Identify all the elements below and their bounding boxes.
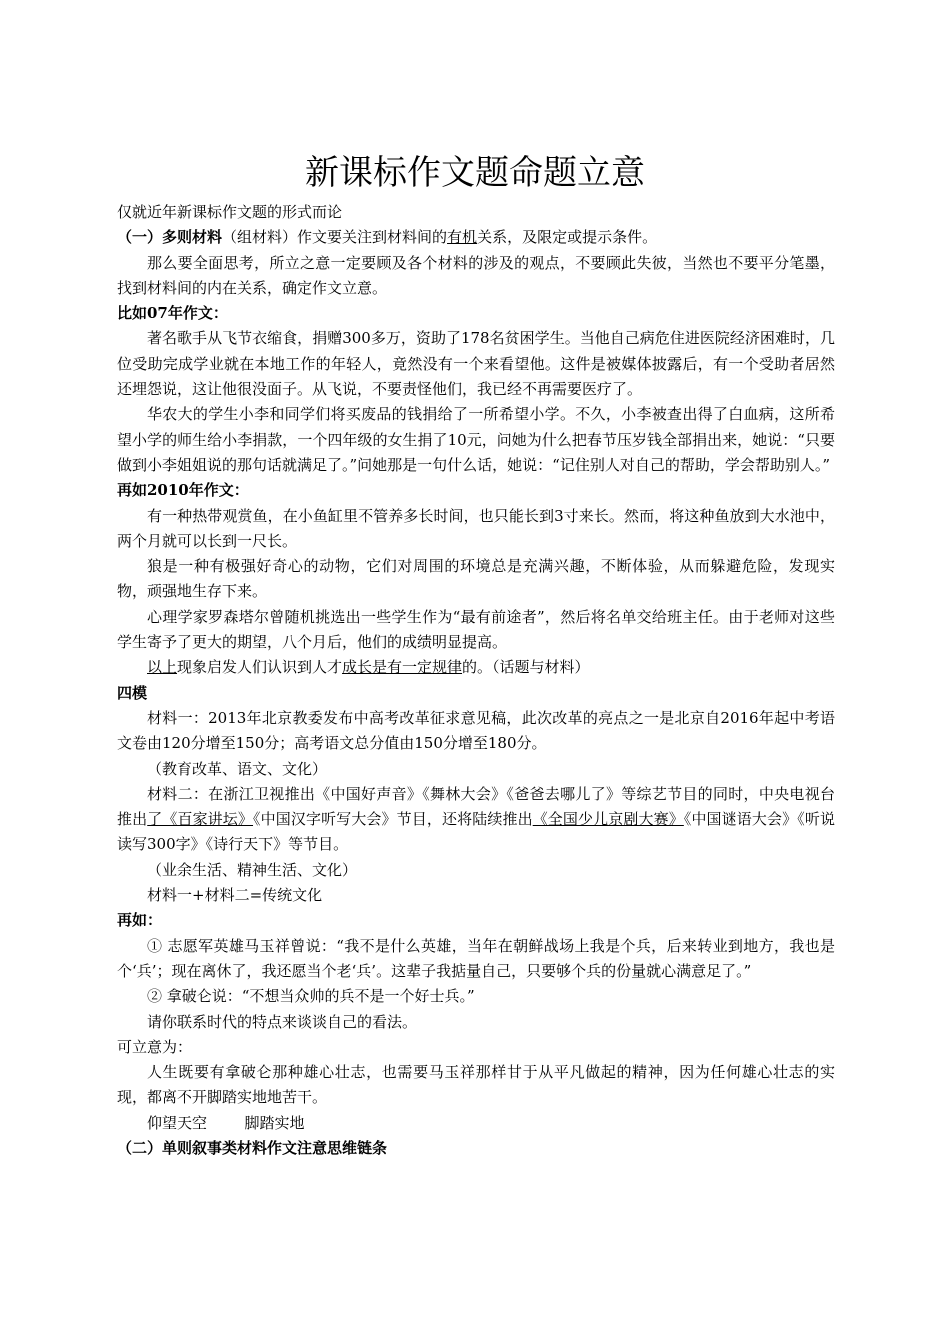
simo-summary: 材料一+材料二=传统文化 xyxy=(147,886,323,905)
conclusion-underlined-1: 以上 xyxy=(147,658,178,677)
section-1-label: （一）多则材料 xyxy=(117,228,223,247)
section-1-paren: （组材料） xyxy=(222,228,298,247)
simo-material-2-tags: （业余生活、精神生活、文化） xyxy=(147,860,358,879)
conclusion-underlined-2: 成长是有一定规律 xyxy=(342,658,463,677)
example-2010-material-3: 心理学家罗森塔尔曾随机挑选出一些学生作为“最有前途者”，然后将名单交给班主任。由于老师对这些学生寄予了更大的期望，八个月后，他们的成绩明显提高。 xyxy=(117,607,835,652)
document-body xyxy=(117,200,835,1161)
simo-heading: 四模 xyxy=(117,683,148,702)
conclusion-text-a: 现象启发人们认识到人才 xyxy=(177,658,343,677)
intro-line: 仅就近年新课标作文题的形式而论 xyxy=(117,203,343,221)
zairu-quote-2: ② 拿破仑说：“不想当众帅的兵不是一个好士兵。” xyxy=(147,987,475,1006)
simo-material-1: 材料一：2013年北京教委发布中高考改革征求意见稿，此次改革的亮点之一是北京自2016年起中考语文卷由120分增至150分；高考语文总分值由150分增至180分。 xyxy=(117,708,835,753)
section-2-heading: （二）单则叙事类材料作文注意思维链条 xyxy=(117,1138,388,1157)
example-2010-conclusion xyxy=(117,655,835,680)
simo-m2-text-c: 《中国谜语大会》《听说读写300字》《诗行天下》等节目。 xyxy=(117,810,835,854)
section-1-text-b: 关系，及限定或提示条件。 xyxy=(477,228,658,247)
section-1-text-a: 作文要关注到材料间的 xyxy=(297,228,448,247)
simo-material-2 xyxy=(117,782,835,858)
zairu-quote-1: ① 志愿军英雄马玉祥曾说：“我不是什么英雄，当年在朝鲜战场上我是个兵，后来转业到地方，我也是个‘兵’；现在离休了，我还愿当个老‘兵’。这辈子我掂量自己，只要够个兵的份量就心满意足了。” xyxy=(117,936,835,980)
section-1-heading xyxy=(117,225,835,250)
simo-m2-underlined-2: 《全国少儿京剧大赛》 xyxy=(532,810,684,829)
example-2010-material-2: 狼是一种有极强好奇心的动物，它们对周围的环境总是充满兴趣，不断体验，从而躲避危险，发现实物，顽强地生存下来。 xyxy=(117,557,835,601)
conclusion-text-b: 的。（话题与材料） xyxy=(462,658,590,677)
page-title: 新课标作文题命题立意 xyxy=(305,153,645,193)
zairu-prompt: 请你联系时代的特点来谈谈自己的看法。 xyxy=(147,1012,418,1031)
liyi-title-2: 脚踏实地 xyxy=(244,1113,305,1132)
liyi-title-1: 仰望天空 xyxy=(147,1113,208,1132)
zairu-heading: 再如： xyxy=(117,911,163,930)
example-07-heading: 比如07年作文： xyxy=(117,304,228,323)
liyi-title-line xyxy=(117,1111,835,1136)
liyi-paragraph: 人生既要有拿破仑那种雄心壮志，也需要马玉祥那样甘于从平凡做起的精神，因为任何雄心壮志的实现，都离不开脚踏实地地苦干。 xyxy=(117,1063,835,1107)
example-07-material-2: 华农大的学生小李和同学们将买废品的钱捐给了一所希望小学。不久，小李被查出得了白血病，这所希望小学的师生给小李捐款，一个四年级的女生捐了10元，问她为什么把春节压岁钱全部捐出来，她说：“只要做到小李姐姐说的那句话就满足了。”问她那是一句什么话，她说：“记住别人对自己的帮助，学会帮助别人。” xyxy=(117,405,835,474)
liyi-heading: 可立意为： xyxy=(117,1037,193,1056)
simo-m2-text-b: 《中国汉字听写大会》节目，还将陆续推出 xyxy=(253,810,533,829)
example-07-material-1: 著名歌手从飞节衣缩食，捐赠300多万，资助了178名贫困学生。当他自己病危住进医院经济困难时，几位受助完成学业就在本地工作的年轻人，竟然没有一个来看望他。这件是被媒体披露后，有一个受助者居然还埋怨说，这让他很没面子。从飞说，不要责怪他们，我已经不再需要医疗了。 xyxy=(117,329,835,399)
section-1-underlined: 有机 xyxy=(447,228,478,247)
example-2010-material-1: 有一种热带观赏鱼，在小鱼缸里不管养多长时间，也只能长到3寸来长。然而，将这种鱼放到大水池中，两个月就可以长到一尺长。 xyxy=(117,506,835,550)
example-2010-heading: 再如2010年作文： xyxy=(117,481,249,500)
simo-material-1-tags: （教育改革、语文、文化） xyxy=(147,759,328,778)
simo-m2-text-a: 材料二：在浙江卫视推出《中国好声音》《舞林大会》《爸爸去哪儿了》等综艺节目的同时，中央电视台推出 xyxy=(117,784,835,829)
simo-m2-underlined-1: 了《百家讲坛》 xyxy=(147,810,254,829)
think-paragraph: 那么要全面思考，所立之意一定要顾及各个材料的涉及的观点，不要顾此失彼，当然也不要平分笔墨，找到材料间的内在关系，确定作文立意。 xyxy=(117,253,835,297)
